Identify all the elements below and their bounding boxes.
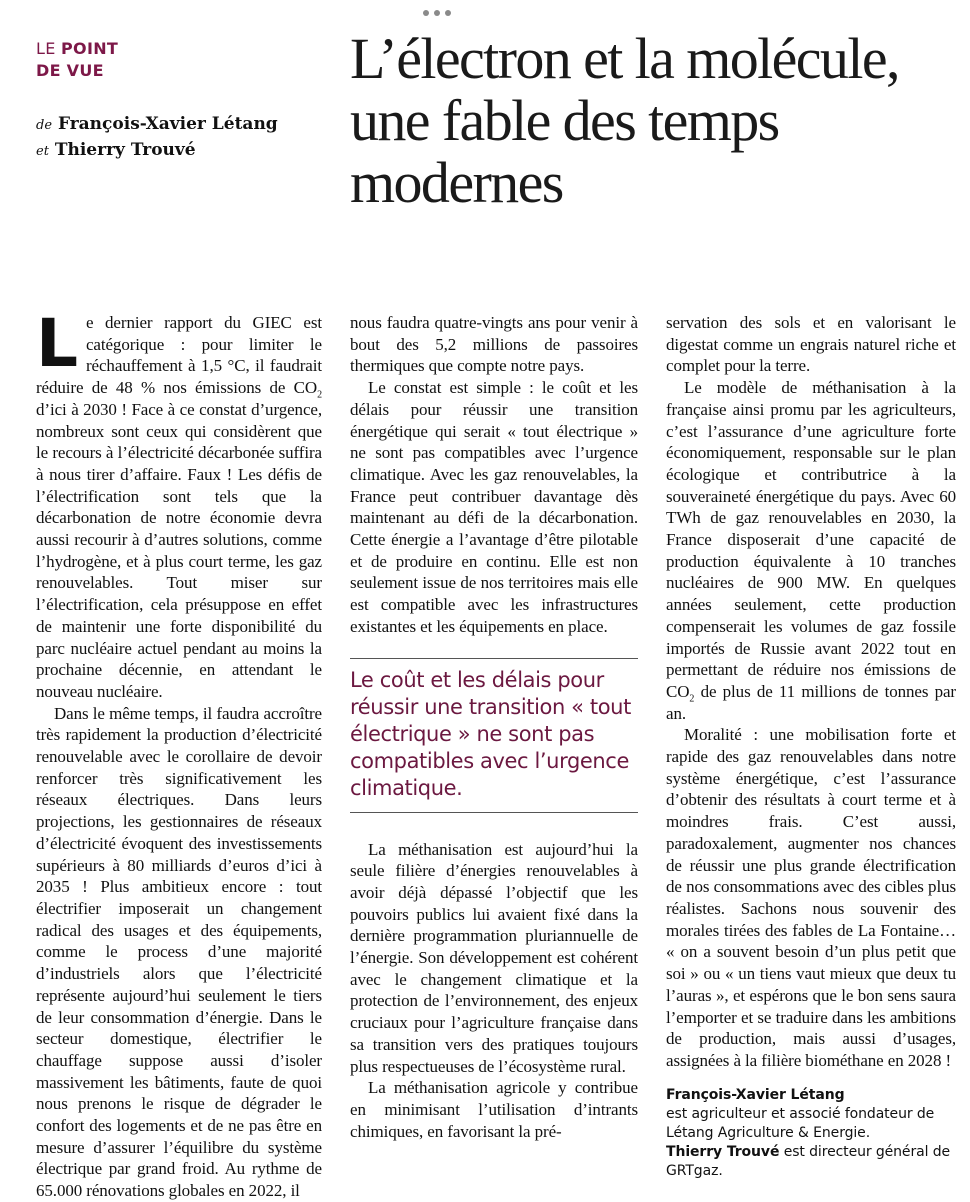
paragraph xyxy=(666,377,956,724)
author-name: Thierry Trouvé xyxy=(666,1143,780,1160)
author-bio xyxy=(666,1086,956,1181)
text-run: de plus de 11 millions de tonnes par an. xyxy=(666,681,956,723)
author-role: est agriculteur et associé fondateur de Létang Agriculture & Energie. xyxy=(666,1105,935,1141)
paragraph: La méthanisation est aujourd’hui la seule filière d’énergies renouvelables à avoir déjà dépassé l’objectif que les pouvoirs publics lui avaient fixé dans la dernière programmation pluriannuelle de l’énergie. Son développement est cohérent avec le changement climatique et la protection de l’environnement, des enjeux cruciaux pour l’agriculture française dans sa transition vers des pratiques toujours plus respectueuses de l’écosystème rural. xyxy=(350,839,638,1076)
article-column-1 xyxy=(36,305,322,1202)
subscript: 2 xyxy=(317,389,322,401)
text-run: d’ici à 2030 ! Face à ce constat d’urgence, nombreux sont ceux qui considèrent que le recours à l’électricité décarbonée suffira à nous tirer d’affaire. Faux ! Les défis de l’électrification sont tels que la décarbonation de notre économie devra aussi recourir à d’autres solutions, comme l’hydrogène, et à plus court terme, les gaz renouvelables. Tout miser sur l’électrification, cela présuppose en effet de maintenir une forte disponibilité du parc nucléaire actuel pendant au moins la prochaine décennie, en attendant le nouveau nucléaire. xyxy=(36,399,322,701)
text-run: Le modèle de méthanisation à la française ainsi promu par les agriculteurs, c’est l’assurance d’une agriculture forte économiquement, responsable sur le plan écologique et contributrice à la souveraineté énergétique du pays. Avec 60 TWh de gaz renouvelables en 2030, la France disposerait d’une capacité de production équivalente à 10 tranches nucléaires de 900 MW. En quelques années seulement, cette production compenserait les volumes de gaz fossile importés de Russie avant 2022 tout en permettant de réduire nos émissions de CO xyxy=(666,378,956,701)
dot xyxy=(423,10,429,16)
article-column-3 xyxy=(666,312,956,1181)
paragraph: Dans le même temps, il faudra accroître très rapidement la production d’électricité renouvelable avec le corollaire de devoir renforcer très significativement les réseaux électriques. Dans leurs projections, les gestionnaires de réseaux d’électricité évoquent des investissements supérieurs à 80 milliards d’euros d’ici à 2035 ! Plus ambitieux encore : tout électrifier imposerait un changement radical des usages et des équipements, comme le process d’une majorité d’industriels alors que l’électricité représente aujourd’hui seulement le tiers de leur consommation d’énergie. Dans le secteur domestique, électrifier le chauffage suppose aussi d’isoler massivement les bâtiments, faute de quoi nous prenons le risque de dégrader le confort des logements et de ne pas être en mesure d’assurer l’équilibre du système électrique par grand froid. Au rythme de 65.000 rénovations globales en 2022, il xyxy=(36,703,322,1201)
text-run: e dernier rapport du GIEC est catégorique : pour limiter le réchauffement à 1,5 °C, il faudrait réduire de 48 % nos émissions de CO xyxy=(36,313,322,398)
headline: L’électron et la molécule, une fable des temps modernes xyxy=(350,26,899,215)
byline-prefix: et xyxy=(36,144,49,159)
drop-cap: L xyxy=(36,305,78,382)
author-name: François-Xavier Létang xyxy=(57,114,278,134)
author-role: est directeur général de GRTgaz. xyxy=(666,1143,951,1179)
paragraph: nous faudra quatre-vingts ans pour venir à bout des 5,2 millions de passoires thermiques que compte notre pays. xyxy=(350,313,638,376)
paragraph: Moralité : une mobilisation forte et rapide des gaz renouvelables dans notre système énergétique, c’est l’assurance d’obtenir des résultats à court terme et à moindres frais. C’est aussi, paradoxalement, augmenter nos chances de réussir une plus grande électrification de nos consommations avec des cibles plus réalistes. Sachons nous souvenir des morales tirées des fables de La Fontaine… « on a souvent besoin d’un plus petit que soi » ou « un tiens vaut mieux que deux tu l’auras », et espérons que le bon sens saura l’emporter et se traduire dans les ambitions de production, mais aussi d’usages, assignées à la filière biométhane en 2028 ! xyxy=(666,725,956,1070)
section-label-part: DE VUE xyxy=(36,61,104,80)
author-name: Thierry Trouvé xyxy=(54,140,196,160)
paragraph: La méthanisation agricole y contribue en minimisant l’utilisation d’intrants chimiques, en favorisant la pré- xyxy=(350,1078,638,1141)
article-column-2 xyxy=(350,312,638,1142)
paragraph xyxy=(36,305,322,703)
section-label-part: POINT xyxy=(61,39,119,58)
paragraph: Le constat est simple : le coût et les délais pour réussir une transition énergétique qui serait « tout électrique » ne sont pas compatibles avec l’urgence climatique. Avec les gaz renouvelables, la France peut contribuer davantage dès maintenant au défi de la décarbonation. Cette énergie a l’avantage d’être pilotable et de produire en continu. Elle est non seulement issue de nos territoires mais elle est compatible avec les infrastructures existantes et les équipements en place. xyxy=(350,378,638,636)
pull-quote: Le coût et les délais pour réussir une transition « tout électrique » ne sont pas compatibles avec l’urgence climatique. xyxy=(350,658,638,813)
byline xyxy=(36,112,278,164)
section-label xyxy=(36,38,118,82)
paragraph: servation des sols et en valorisant le digestat comme un engrais naturel riche et complet pour la terre. xyxy=(666,313,956,376)
dot xyxy=(434,10,440,16)
dot xyxy=(445,10,451,16)
subscript: 2 xyxy=(689,693,695,705)
more-options-icon[interactable] xyxy=(423,10,451,16)
section-label-part: LE xyxy=(36,39,62,58)
byline-prefix: de xyxy=(36,118,53,133)
author-name: François-Xavier Létang xyxy=(666,1086,845,1103)
